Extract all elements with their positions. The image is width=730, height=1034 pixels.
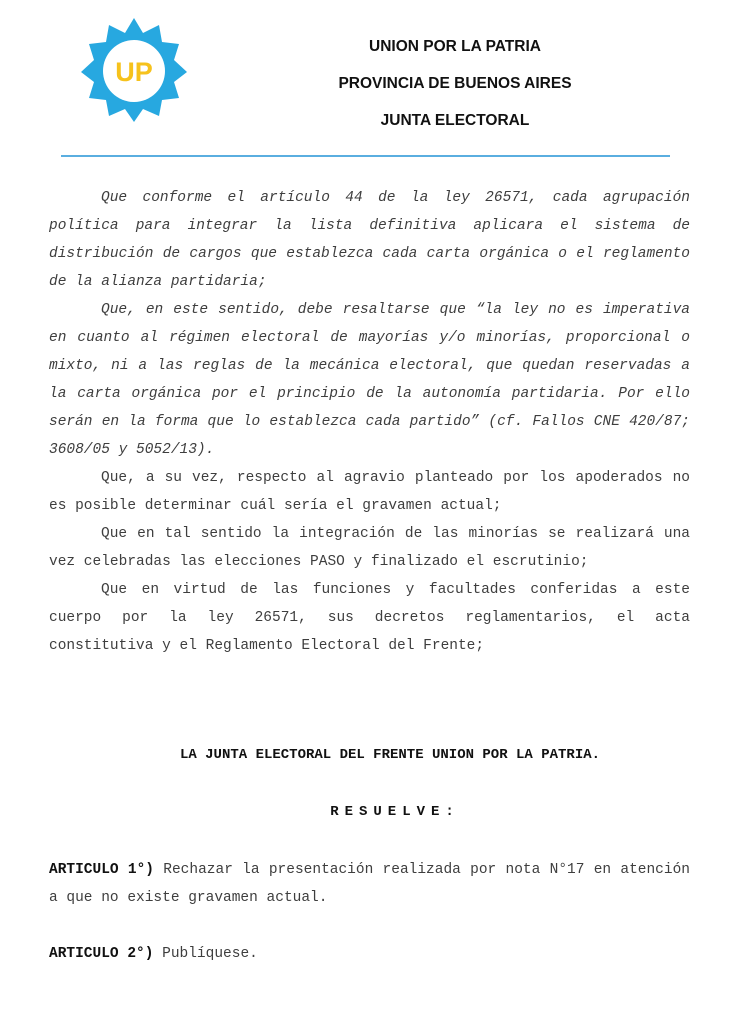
article-1-label: ARTICULO 1°) bbox=[49, 862, 154, 878]
document-header bbox=[290, 36, 620, 147]
resolution-title: LA JUNTA ELECTORAL DEL FRENTE UNION POR LA PATRIA. bbox=[179, 747, 601, 763]
article-2-text: Publíquese. bbox=[162, 946, 258, 962]
article-2 bbox=[49, 940, 690, 968]
considerations bbox=[49, 184, 690, 660]
header-province: PROVINCIA DE BUENOS AIRES bbox=[338, 75, 572, 92]
paragraph-4: Que en tal sentido la integración de las minorías se realizará una vez celebradas las elecciones PASO y finalizado el escrutinio; bbox=[49, 526, 690, 570]
article-2-label: ARTICULO 2°) bbox=[49, 946, 154, 962]
resuelve-heading: RESUELVE: bbox=[330, 804, 460, 820]
paragraph-1: Que conforme el artículo 44 de la ley 26571, cada agrupación política para integrar la lista definitiva aplicara el sistema de distribución de cargos que establezca cada carta orgánica o el reglamento de la alianza partidaria; bbox=[49, 190, 690, 290]
paragraph-5: Que en virtud de las funciones y facultades conferidas a este cuerpo por la ley 26571, sus decretos reglamentarios, el acta constitutiva y el Reglamento Electoral del Frente; bbox=[49, 582, 690, 654]
paragraph-2: Que, en este sentido, debe resaltarse que “la ley no es imperativa en cuanto al régimen electoral de mayorías y/o minorías, proporcional o mixto, ni a las reglas de la mecánica electoral, que quedan reservadas a la carta orgánica por el principio de la autonomía partidaria. Por ello serán en la forma que lo establezca cada partido” (cf. Fallos CNE 420/87; 3608/05 y 5052/13). bbox=[49, 302, 690, 458]
logo-text: UP bbox=[115, 57, 153, 87]
header-board: JUNTA ELECTORAL bbox=[380, 112, 530, 129]
article-1 bbox=[49, 856, 690, 912]
header-party: UNION POR LA PATRIA bbox=[369, 38, 541, 55]
article-1-text: Rechazar la presentación realizada por nota N°17 en atención a que no existe gravamen actual. bbox=[49, 862, 690, 906]
paragraph-3: Que, a su vez, respecto al agravio planteado por los apoderados no es posible determinar cuál sería el gravamen actual; bbox=[49, 470, 690, 514]
header-divider bbox=[61, 155, 670, 157]
up-logo bbox=[78, 14, 190, 126]
